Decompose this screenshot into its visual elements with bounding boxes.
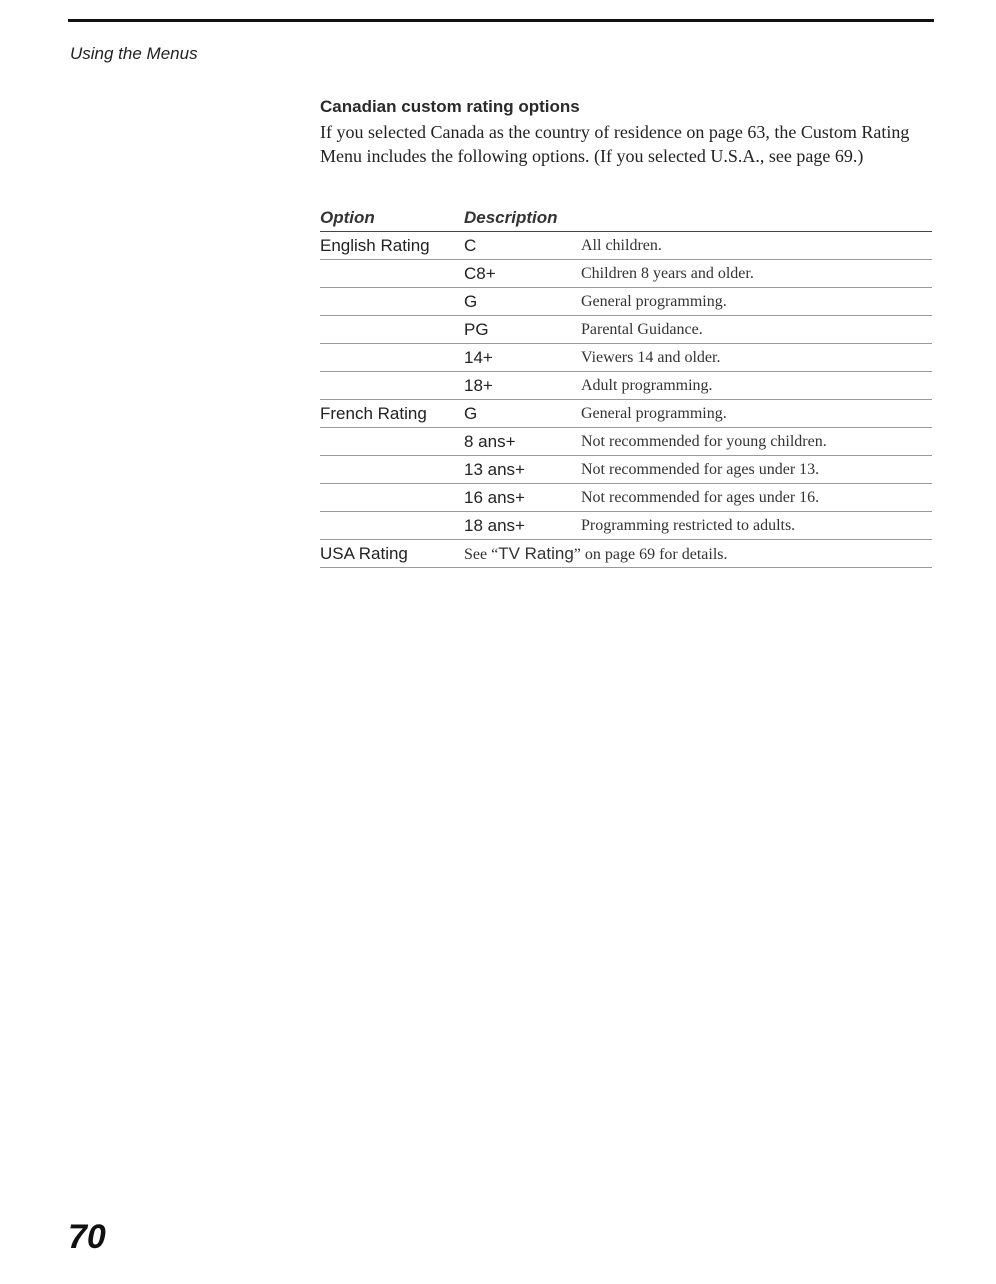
table-row — [320, 260, 932, 288]
rating-code: 18 ans+ — [464, 515, 525, 535]
rating-description: Not recommended for ages under 13. — [581, 460, 820, 478]
usa-desc-pre: See “ — [464, 545, 499, 563]
rating-code: C — [464, 235, 477, 255]
table-header — [320, 205, 932, 232]
table-row — [320, 232, 932, 260]
table-row — [320, 400, 932, 428]
table-row — [320, 344, 932, 372]
rating-code: 14+ — [464, 347, 493, 367]
rating-description: General programming. — [581, 404, 727, 422]
rating-code: 16 ans+ — [464, 487, 525, 507]
rating-description: Programming restricted to adults. — [581, 516, 796, 534]
rating-code: G — [464, 403, 478, 423]
rating-code: 18+ — [464, 375, 493, 395]
tv-rating-reference: TV Rating — [498, 543, 574, 563]
top-rule — [68, 19, 934, 22]
table-row — [320, 456, 932, 484]
rating-description: Not recommended for ages under 16. — [581, 488, 820, 506]
table-row — [320, 372, 932, 400]
rating-description: Not recommended for young children. — [581, 432, 827, 450]
rating-code: G — [464, 291, 478, 311]
rating-code: C8+ — [464, 263, 496, 283]
section-heading: Canadian custom rating options — [320, 97, 580, 116]
usa-rating-description — [464, 544, 728, 564]
usa-desc-post: ” on page 69 for details. — [573, 545, 728, 563]
table-row — [320, 540, 932, 568]
table-row — [320, 428, 932, 456]
rating-description: Parental Guidance. — [581, 320, 703, 338]
header-option: Option — [320, 208, 375, 227]
rating-code: 8 ans+ — [464, 431, 516, 451]
table-row — [320, 316, 932, 344]
rating-code: PG — [464, 319, 489, 339]
table-row — [320, 288, 932, 316]
running-head: Using the Menus — [70, 44, 198, 63]
option-french-rating: French Rating — [320, 403, 427, 423]
option-usa-rating: USA Rating — [320, 543, 408, 563]
intro-paragraph: If you selected Canada as the country of residence on page 63, the Custom Rating Menu includes the following options. (If you selected U.S.A., see page 69.) — [320, 122, 910, 166]
table-row — [320, 484, 932, 512]
rating-description: Adult programming. — [581, 376, 713, 394]
header-description: Description — [464, 208, 558, 227]
rating-description: Viewers 14 and older. — [581, 348, 721, 366]
option-english-rating: English Rating — [320, 235, 430, 255]
rating-description: General programming. — [581, 292, 727, 310]
rating-code: 13 ans+ — [464, 459, 525, 479]
rating-description: Children 8 years and older. — [581, 264, 754, 282]
section — [320, 96, 932, 168]
table-row — [320, 512, 932, 540]
page-number: 70 — [68, 1218, 106, 1256]
rating-description: All children. — [581, 236, 662, 254]
rating-options-table — [320, 205, 932, 568]
